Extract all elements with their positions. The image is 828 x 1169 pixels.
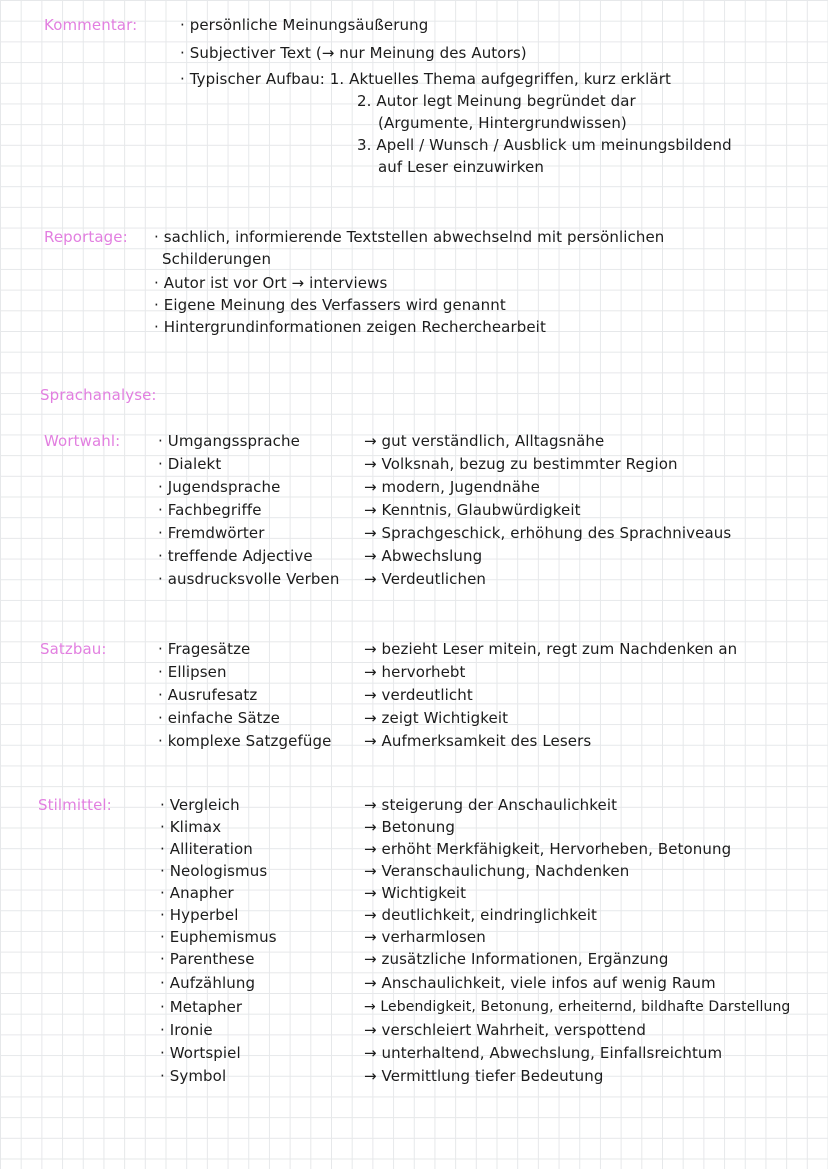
stilmittel-term: · Euphemismus: [160, 928, 277, 946]
stilmittel-effect: → zusätzliche Informationen, Ergänzung: [364, 950, 669, 968]
wortwahl-label: Wortwahl:: [44, 432, 121, 450]
stilmittel-effect: → Anschaulichkeit, viele infos auf wenig Raum: [364, 974, 716, 992]
wortwahl-effect: → Volksnah, bezug zu bestimmter Region: [364, 455, 678, 473]
stilmittel-term: · Symbol: [160, 1067, 227, 1085]
stilmittel-term: · Wortspiel: [160, 1044, 241, 1062]
stilmittel-effect: → Vermittlung tiefer Bedeutung: [364, 1067, 604, 1085]
reportage-item: · Eigene Meinung des Verfassers wird genannt: [154, 296, 506, 314]
stilmittel-term: · Ironie: [160, 1021, 213, 1039]
wortwahl-effect: → Sprachgeschick, erhöhung des Sprachniveaus: [364, 524, 732, 542]
satzbau-term: · Ausrufesatz: [158, 686, 258, 704]
wortwahl-term: · Fachbegriffe: [158, 501, 262, 519]
stilmittel-effect: → Betonung: [364, 818, 455, 836]
satzbau-term: · Ellipsen: [158, 663, 227, 681]
kommentar-item: · Typischer Aufbau: 1. Aktuelles Thema aufgegriffen, kurz erklärt: [180, 70, 671, 88]
satzbau-effect: → Aufmerksamkeit des Lesers: [364, 732, 592, 750]
wortwahl-term: · Umgangssprache: [158, 432, 300, 450]
stilmittel-effect: → Lebendigkeit, Betonung, erheiternd, bildhafte Darstellung: [364, 999, 791, 1015]
wortwahl-term: · Fremdwörter: [158, 524, 265, 542]
wortwahl-effect: → Verdeutlichen: [364, 570, 487, 588]
stilmittel-effect: → steigerung der Anschaulichkeit: [364, 796, 618, 814]
stilmittel-effect: → unterhaltend, Abwechslung, Einfallsreichtum: [364, 1044, 723, 1062]
kommentar-step: (Argumente, Hintergrundwissen): [378, 114, 627, 132]
stilmittel-term: · Aufzählung: [160, 974, 256, 992]
stilmittel-label: Stilmittel:: [38, 796, 112, 814]
stilmittel-effect: → Wichtigkeit: [364, 884, 467, 902]
stilmittel-effect: → verschleiert Wahrheit, verspottend: [364, 1021, 646, 1039]
stilmittel-term: · Hyperbel: [160, 906, 239, 924]
satzbau-label: Satzbau:: [40, 640, 107, 658]
satzbau-term: · komplexe Satzgefüge: [158, 732, 332, 750]
wortwahl-effect: → Kenntnis, Glaubwürdigkeit: [364, 501, 581, 519]
kommentar-item: · Subjectiver Text (→ nur Meinung des Autors): [180, 44, 527, 62]
stilmittel-term: · Alliteration: [160, 840, 253, 858]
reportage-item: · Hintergrundinformationen zeigen Recherchearbeit: [154, 318, 546, 336]
stilmittel-term: · Anapher: [160, 884, 234, 902]
kommentar-step: auf Leser einzuwirken: [378, 158, 544, 176]
reportage-label: Reportage:: [44, 228, 128, 246]
stilmittel-effect: → erhöht Merkfähigkeit, Hervorheben, Betonung: [364, 840, 732, 858]
stilmittel-term: · Parenthese: [160, 950, 255, 968]
wortwahl-term: · Jugendsprache: [158, 478, 281, 496]
stilmittel-term: · Klimax: [160, 818, 222, 836]
stilmittel-effect: → verharmlosen: [364, 928, 486, 946]
wortwahl-effect: → modern, Jugendnähe: [364, 478, 540, 496]
sprachanalyse-heading: Sprachanalyse:: [40, 386, 157, 404]
satzbau-term: · einfache Sätze: [158, 709, 280, 727]
stilmittel-effect: → deutlichkeit, eindringlichkeit: [364, 906, 598, 924]
stilmittel-term: · Metapher: [160, 998, 243, 1016]
kommentar-step: 2. Autor legt Meinung begründet dar: [357, 92, 636, 110]
satzbau-effect: → zeigt Wichtigkeit: [364, 709, 509, 727]
wortwahl-term: · treffende Adjective: [158, 547, 313, 565]
kommentar-item: · persönliche Meinungsäußerung: [180, 16, 429, 34]
wortwahl-term: · Dialekt: [158, 455, 222, 473]
stilmittel-term: · Vergleich: [160, 796, 240, 814]
kommentar-label: Kommentar:: [44, 16, 138, 34]
satzbau-effect: → verdeutlicht: [364, 686, 473, 704]
wortwahl-effect: → gut verständlich, Alltagsnähe: [364, 432, 605, 450]
stilmittel-term: · Neologismus: [160, 862, 268, 880]
reportage-item: · sachlich, informierende Textstellen abwechselnd mit persönlichen: [154, 228, 665, 246]
satzbau-effect: → bezieht Leser mitein, regt zum Nachdenken an: [364, 640, 738, 658]
reportage-item: Schilderungen: [162, 250, 272, 268]
stilmittel-effect: → Veranschaulichung, Nachdenken: [364, 862, 630, 880]
satzbau-effect: → hervorhebt: [364, 663, 466, 681]
wortwahl-term: · ausdrucksvolle Verben: [158, 570, 340, 588]
reportage-item: · Autor ist vor Ort → interviews: [154, 274, 388, 292]
wortwahl-effect: → Abwechslung: [364, 547, 483, 565]
satzbau-term: · Fragesätze: [158, 640, 251, 658]
kommentar-step: 3. Apell / Wunsch / Ausblick um meinungsbildend: [357, 136, 732, 154]
